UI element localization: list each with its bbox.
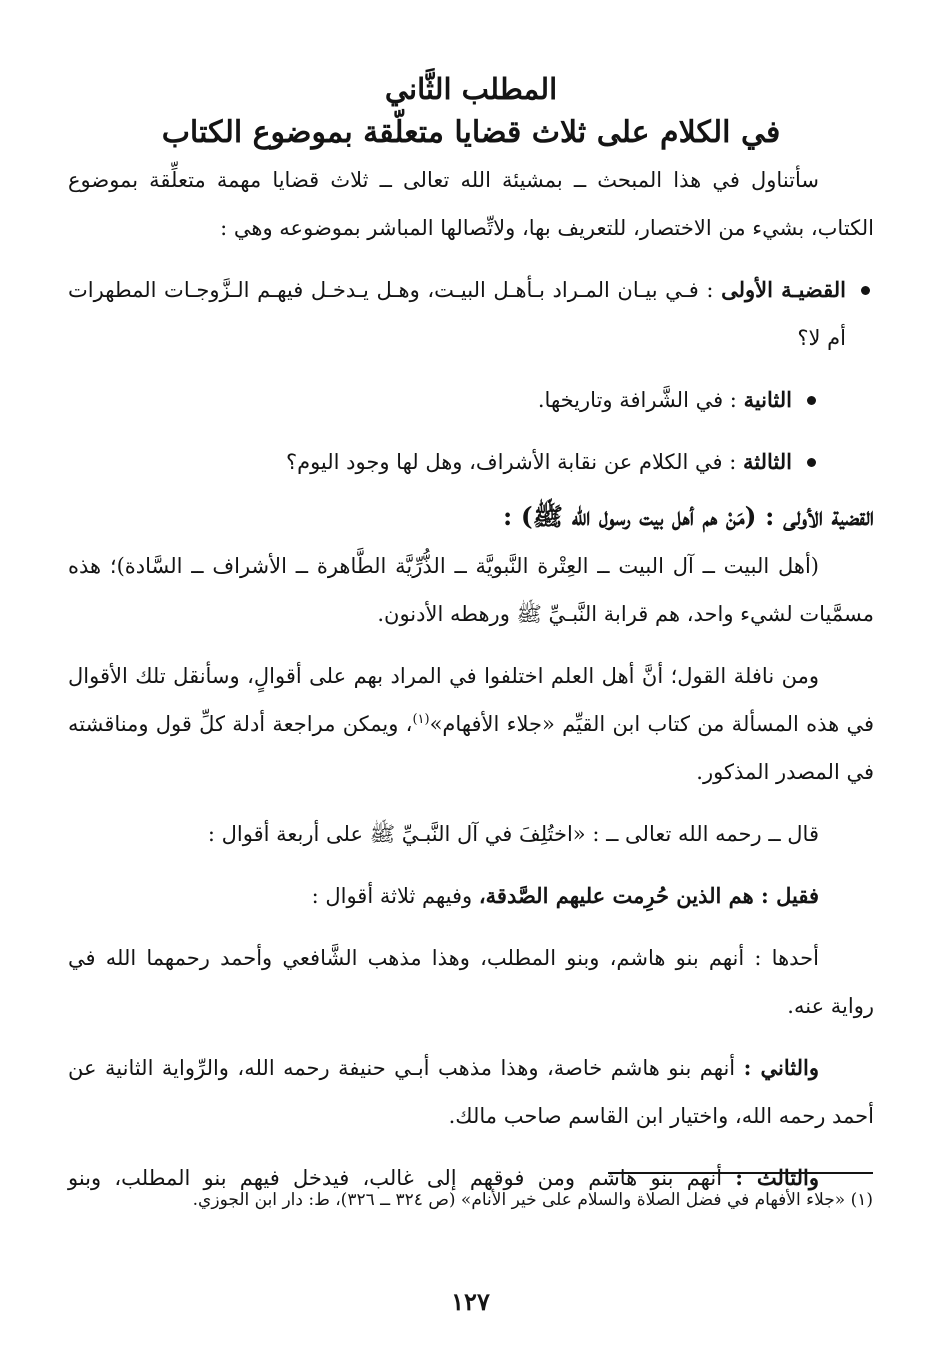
issue-item-2 — [68, 376, 874, 424]
footnote-reference: (١) — [412, 712, 430, 727]
bullet-icon — [807, 458, 816, 467]
opinions-text: ومن نافلة القول؛ أنَّ أهل العلم اختلفوا في المراد بهم على أقوالٍ، وسأنقل تلك الأقوال في هذه المسألة من كتاب ابن القيِّم «جلاء الأفهام» — [68, 664, 874, 736]
issue-item-3 — [68, 438, 874, 486]
opinion-label: والثالث : — [735, 1165, 819, 1190]
opinions-paragraph — [68, 652, 874, 796]
opinions-text-end: ، ويمكن مراجعة أدلة كلِّ قول ومناقشته في المصدر المذكور. — [68, 712, 874, 784]
opinion-1 — [68, 934, 874, 1030]
bullet-icon — [861, 286, 870, 295]
issue-text: : فـي بيـان المـراد بـأهـل البيـت، وهـل يـدخـل فيهـم الـزَّوجـات المطهرات أم لا؟ — [68, 278, 846, 350]
bullet-icon — [807, 396, 816, 405]
page-title: المطلب الثَّاني — [384, 72, 558, 106]
issue-text: : في الكلام عن نقابة الأشراف، وهل لها وجود اليوم؟ — [285, 450, 737, 474]
opinion-text: أنهم بنو هاشم خاصة، وهذا مذهب أبـي حنيفة رحمه الله، والرِّواية الثانية عن أحمد رحمه الله، واختيار ابن القاسم صاحب مالك. — [68, 1056, 874, 1128]
footnote: (١) «جلاء الأفهام في فضل الصلاة والسلام على خير الأنام» (ص ٣٢٤ ــ ٣٢٦)، ط: دار ابن الجوزي. — [192, 1190, 873, 1210]
page-subtitle: في الكلام على ثلاث قضايا متعلّقة بموضوع الكتاب — [161, 115, 781, 150]
issue-label: الثالثة — [743, 449, 792, 474]
opinion-2 — [68, 1044, 874, 1140]
page-number: ١٢٧ — [451, 1287, 490, 1316]
issue-text: : في الشَّرافة وتاريخها. — [537, 388, 737, 412]
issue-item-1 — [68, 266, 874, 362]
issue-label: الثانية — [743, 387, 792, 412]
page-body — [68, 70, 874, 1202]
first-view-label: فقيل : هم الذين حُرِمت عليهم الصَّدقة، — [478, 883, 819, 908]
quote-intro: قال ــ رحمه الله تعالى ــ : «اختُلِفَ في آل النَّبـيِّ ﷺ على أربعة أقوال : — [207, 822, 819, 846]
first-view — [68, 872, 874, 920]
opinion-text: أنهم بنو هاشم، وبنو المطلب، وهذا مذهب الشَّافعي وأحمد رحمهما الله في رواية عنه. — [68, 946, 874, 1018]
section-heading: القضية الأولى : (مَنْ هم أهل بيت رسول الله ﷺ) : — [502, 502, 874, 531]
definition-paragraph: (أهل البيت ــ آل البيت ــ العِتْرة النَّبويَّة ــ الذُّرِّيَّة الطَّاهرة ــ الأشراف ــ السَّادة)؛ هذه مسمَّيات لشيء واحد، هم قرابة النَّبـيِّ ﷺ ورهطه الأدنون. — [68, 554, 874, 626]
opinion-label: والثاني : — [743, 1055, 819, 1080]
first-view-text: وفيهم ثلاثة أقوال : — [311, 884, 473, 908]
issue-label: القضيـة الأولى — [721, 277, 846, 302]
footnote-divider — [608, 1172, 873, 1174]
intro-paragraph: سأتناول في هذا المبحث ــ بمشيئة الله تعالى ــ ثلاث قضايا مهمة متعلِّقة بموضوع الكتاب، بشيء من الاختصار، للتعريف بها، ولاتِّصالها المباشر بموضوعه وهي : — [68, 168, 874, 240]
opinion-text: أنهم بنو هاشم ومن فوقهم إلى غالب، فيدخل فيهم بنو المطلب، وبنو — [68, 1166, 723, 1190]
opinion-label: أحدها : — [754, 946, 819, 970]
